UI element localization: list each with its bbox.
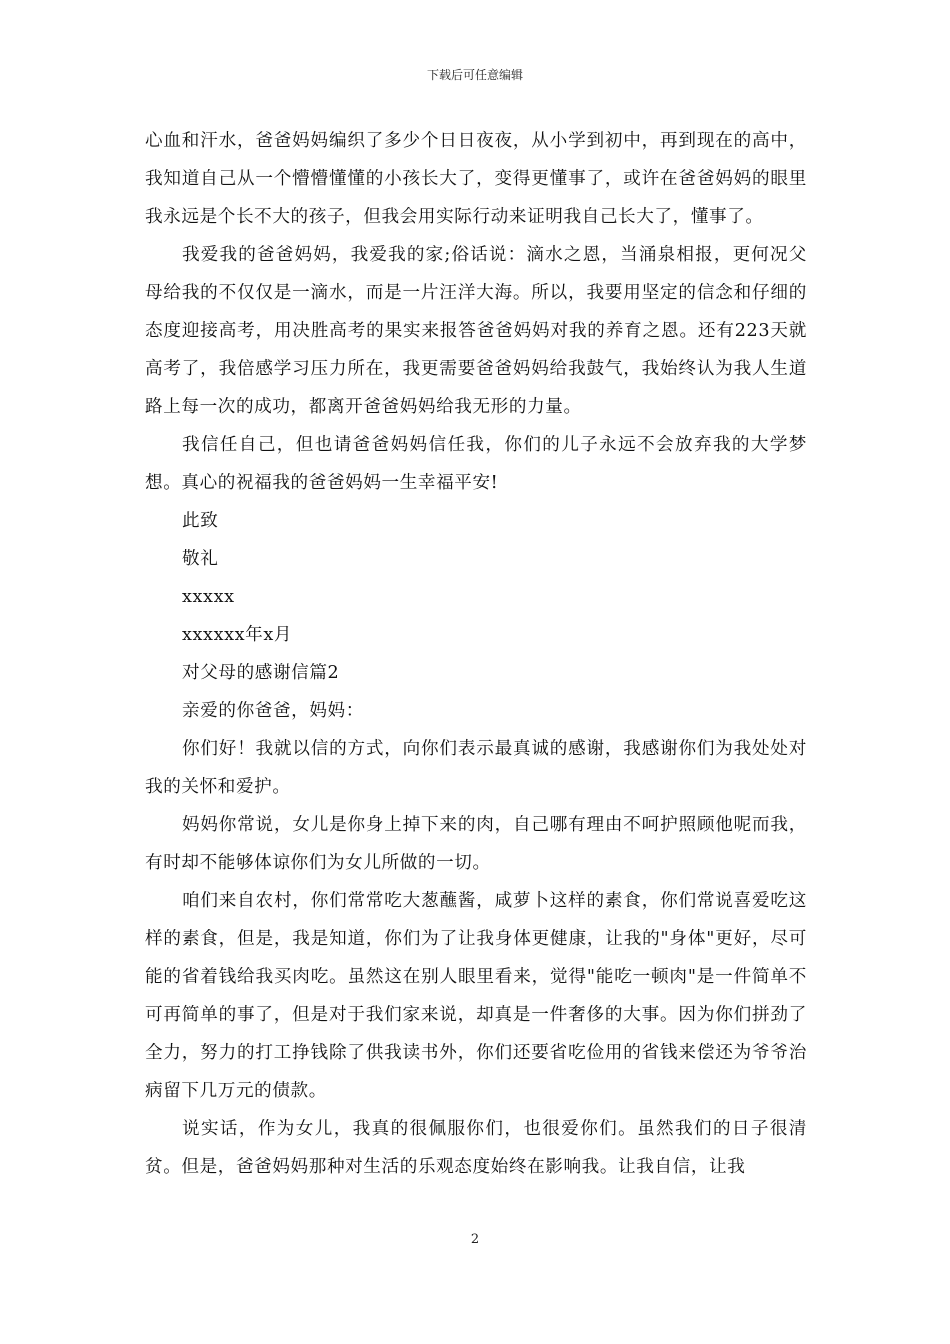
salutation: 亲爱的你爸爸，妈妈： bbox=[182, 701, 364, 721]
section-title: 对父母的感谢信篇2 bbox=[182, 663, 340, 683]
paragraph-honestly: 说实话，作为女儿，我真的很佩服你们，也很爱你们。虽然我们的日子很清贫。但是，爸爸妈妈那种对生活的乐观态度始终在影响我。让我自信，让我 bbox=[145, 1119, 807, 1177]
paragraph-greeting: 你们好！我就以信的方式，向你们表示最真诚的感谢，我感谢你们为我处处对我的关怀和爱护。 bbox=[145, 739, 807, 797]
document-body bbox=[145, 122, 807, 1186]
signature-date: xxxxxx年x月 bbox=[182, 625, 293, 645]
paragraph-mother-said: 妈妈你常说，女儿是你身上掉下来的肉，自己哪有理由不呵护照顾他呢而我，有时却不能够体谅你们为女儿所做的一切。 bbox=[145, 815, 807, 873]
paragraph-countryside: 咱们来自农村，你们常常吃大葱蘸酱，咸萝卜这样的素食，你们常说喜爱吃这样的素食，但是，我是知道，你们为了让我身体更健康，让我的"身体"更好，尽可能的省着钱给我买肉吃。虽然这在别人眼里看来，觉得"能吃一顿肉"是一件简单不可再简单的事了，但是对于我们家来说，却真是一件奢侈的大事。因为你们拼劲了全力，努力的打工挣钱除了供我读书外，你们还要省吃俭用的省钱来偿还为爷爷治病留下几万元的债款。 bbox=[145, 891, 807, 1101]
closing-jingli: 敬礼 bbox=[182, 549, 219, 569]
page-header: 下载后可任意编辑 bbox=[426, 68, 523, 82]
paragraph-continuation: 心血和汗水，爸爸妈妈编织了多少个日日夜夜，从小学到初中，再到现在的高中，我知道自己从一个懵懵懂懂的小孩长大了，变得更懂事了，或许在爸爸妈妈的眼里我永远是个长不大的孩子，但我会用实际行动来证明我自己长大了，懂事了。 bbox=[145, 131, 807, 227]
page-number: 2 bbox=[470, 1232, 480, 1247]
paragraph-love-family: 我爱我的爸爸妈妈，我爱我的家;俗话说：滴水之恩，当涌泉相报，更何况父母给我的不仅仅是一滴水，而是一片汪洋大海。所以，我要用坚定的信念和仔细的态度迎接高考，用决胜高考的果实来报答爸爸妈妈对我的养育之恩。还有223天就高考了，我倍感学习压力所在，我更需要爸爸妈妈给我鼓气，我始终认为我人生道路上每一次的成功，都离开爸爸妈妈给我无形的力量。 bbox=[145, 245, 807, 417]
closing-cizhi: 此致 bbox=[182, 511, 219, 531]
paragraph-trust: 我信任自己，但也请爸爸妈妈信任我，你们的儿子永远不会放弃我的大学梦想。真心的祝福我的爸爸妈妈一生幸福平安! bbox=[145, 435, 807, 493]
signature-name: xxxxx bbox=[182, 587, 235, 607]
